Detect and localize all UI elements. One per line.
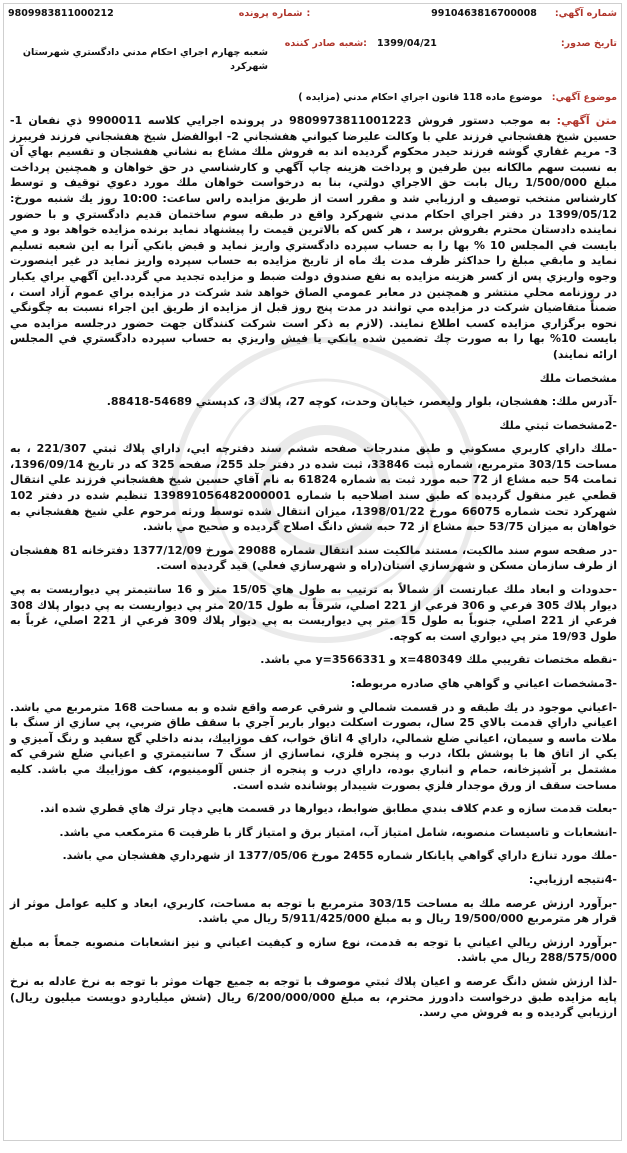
section-3-paragraph-4: -ملك مورد تنازع داراي گواهي پايانكار شماره 2455 مورخ 1377/05/06 از شهرداري هفشجان مي باشد. bbox=[62, 849, 617, 863]
section-3-paragraph-2: -بعلت قدمت سازه و عدم كلاف بندي مطابق ضوابط، ديوارها در قسمت هايي دچار ترك هاي قطري شده اند. bbox=[39, 802, 617, 816]
section-3-title: -3مشخصات اعياني و گواهي هاي صادره مربوطه: bbox=[350, 677, 617, 690]
subject-row: موضوع آگهي: موضوع ماده 118 قانون اجراي احكام مدني (مزايده ) bbox=[298, 92, 617, 103]
section-4-title: -4نتيجه ارزيابي: bbox=[528, 872, 617, 886]
header-row-2: تاريخ صدور : 1399/04/21 : شعبه صادر كننده bbox=[284, 38, 617, 49]
header-row-1: شماره آگهي : 9910463816700008 : شماره پرونده 9809983811000212 bbox=[8, 8, 617, 19]
notice-body bbox=[10, 113, 617, 1021]
section-2-paragraph-1: -ملك داراي كاربري مسكوني و طبق مندرجات صفحه ششم سند دفترچه ايي، داراي پلاك ثبتي 221/307 ، به مساحت 303/15 مترمربع، شماره ثبت 33846، ثبت شده در دفتر جلد 255، صفحه 325 كه در تاريخ 1396/09/14، تمامت 54 حبه مشاع از 72 حبه مورد ثبت به شماره 61824 به نام آقاي حسين شيخ هفشجاني فرزند علي انتقال قطعي غير منقول گرديده كه طبق سند اصلاحيه با شماره 139891056482000001 تنظيم شده در دفتر 102 شهركرد تحت شماره 66075 مورخ 1398/01/22، ميزان انتقال شده توسط ورثه مرحوم علي شيخ هفشجاني به خواهان به ميزان 53/75 حبه مشاع از 72 حبه شش دانگ اصلاح گرديده و صحيح مي باشد. bbox=[10, 442, 618, 534]
issue-date-label: تاريخ صدور bbox=[564, 38, 617, 49]
section-4-paragraph-2: -برآورد ارزش ريالي اعياني با توجه به قدمت، نوع سازه و كيفيت اعياني و نيز انشعابات منصوبه جمعاً به مبلغ 288/575/000 ريال مي باشد. bbox=[10, 935, 617, 965]
file-no-value: 9809983811000212 bbox=[8, 8, 114, 19]
section-1-title: مشخصات ملك bbox=[539, 371, 617, 385]
section-2-paragraph-4: -نقطه مختصات تقريبي ملك 480349=x و 3566331=y مي باشد. bbox=[260, 653, 617, 667]
text-label: متن آگهي bbox=[561, 114, 617, 127]
notice-no-label: شماره آگهي bbox=[558, 8, 617, 19]
notice-no-value: 9910463816700008 bbox=[431, 8, 537, 19]
file-no-label: شماره پرونده bbox=[238, 8, 303, 19]
issue-date-value: 1399/04/21 bbox=[376, 38, 437, 49]
issuer-value: شعبه چهارم اجراي احكام مدني دادگستري شهرستان شهركرد bbox=[22, 47, 268, 72]
subject-value: موضوع ماده 118 قانون اجراي احكام مدني (مزايده ) bbox=[298, 92, 543, 103]
section-2-paragraph-3: -حدودات و ابعاد ملك عبارتست از شمالاً به ترتيب به طول هاي 15/05 متر و 16 سانتيمتر پي ديواريست به پي ديوار پلاك 305 فرعي و 306 فرعي از 221 اصلي، شرقاً به طول 20/15 متر پي ديواريست به پي ديوار پلاك 308 فرعي از 221 اصلي، جنوباً به طول 15 متر پي ديواريست به پي ديوار پلاك 309 فرعي از 221 اصلي، غرباً به طول 19/93 متر پي ديواري است به كوچه. bbox=[10, 583, 618, 643]
section-3-paragraph-1: -اعياني موجود در يك طبقه و در قسمت شمالي و شرقي عرصه واقع شده و به مساحت 168 مترمربع مي باشد. اعياني داراي قدمت بالاي 25 سال، بصورت اسكلت ديوار باربر آجري با سقف طاق ضربي، پي سازي از سنگ با ملات ماسه و سيمان، اعياني ضلع شمالي، داراي 4 اتاق خواب، كف موزاييك، بدنه داخلي گچ سفيد و رنگ آميزي و يكي از اتاق ها با پوشش بلكا، درب و پنجره فلزي، نماسازي از سنگ 7 سانتيمتري و اعياني ضلع شرقي كه مشتمل بر آشپزخانه، حمام و انباري بوده، داراي درب و پنجره از جنس آلومينيوم، كف موزاييك مي باشد. كليه مساحت سقف از ورق موجدار فلزي بصورت شيبدار پوشانده شده است. bbox=[10, 700, 617, 792]
section-4-paragraph-1: -برآورد ارزش عرصه ملك به مساحت 303/15 مترمربع با توجه به مساحت، كاربري، ابعاد و كليه عوامل موثر از قرار هر مترمربع 19/500/000 ريال و به مبلغ 5/911/425/000 ريال مي باشد. bbox=[10, 896, 617, 926]
section-4-paragraph-3: -لذا ارزش شش دانگ عرصه و اعيان پلاك ثبتي موصوف با توجه به جميع جهات موثر با توجه به نرخ عادله به نرخ پايه مزايده طبق درخواست دادورز محترم، به مبلغ 6/200/000/000 ريال (شش ميلياردو دويست ميليون ريال) ارزيابي گرديده و به فروش مي رسد. bbox=[10, 974, 617, 1020]
subject-label: موضوع آگهي bbox=[555, 92, 617, 103]
section-2-paragraph-2: -در صفحه سوم سند مالكيت، مستند مالكيت سند انتقال شماره 29088 مورخ 1377/12/09 دفترخانه 81 هفشجان از طرف سازمان مسكن و شهرسازي استان(راه و شهرسازي فعلي) قيد گرديده است. bbox=[10, 543, 618, 573]
section-2-title: -2مشخصات ثبتي ملك bbox=[499, 418, 617, 432]
section-1-address: -آدرس ملك: هفشجان، بلوار وليعصر، خيابان وحدت، كوچه 27، پلاك 3، كدپستي 54689-88418. bbox=[106, 395, 617, 409]
intro-text: به موجب دستور فروش 9809973811001223 در پرونده اجرايي كلاسه 9900011 ذي نفعان 1-حسين شيخ هفشجاني فرزند علي با وكالت عليرضا كيواني هفشجاني 2- ابوالفضل شيخ هفشجاني فرزند فريبرز 3- مريم غفاري گوشه فرزند حيدر محكوم گرديده اند به فروش ملك مشاع به نشاني هفشجان و تقسيم بهاي آن به نسبت سهم مالكانه بين طرفين و پرداخت هزينه چاپ آگهي و كارشناسي در حق خواهان و همچنين پرداخت مبلغ 1/500/000 ريال بابت حق الاجراي دولتي، بنا به درخواست خواهان ملك مورد دعوي توقيف و توسط كارشناس منتخب توصيف و ارزيابي شد و مقرر است از طريق مزايده راس ساعت: 10:00 روز يك شنبه مورخ: 1399/05/12 در دفتر اجراي احكام مدني شهركرد واقع در طبقه سوم ساختمان قديم دادگستري و با حضور نماينده دادستان محترم بفروش برسد ، هر كس كه بالاترين قيمت را پيشنهاد نمايد برنده مزايده خواهد بود و مي بايست في المجلس 10 % بها را به حساب سپرده دادگستري واريز نمايد و قبض بانكي آنرا به اين شعبه تسليم نمايد و مابقي مبلغ را حداكثر ظرف مدت يك ماه از تاريخ مزايده به حساب سپرده واريز نمايد در غير اينصورت وجوه واريزي پس از كسر هزينه مزايده به نفع صندوق دولت ضبط و مزايده تجديد مي گردد.اين آگهي براي يكبار در روزنامه محلي منتشر و همچنين در معابر عمومي الصاق خواهد شد شركت در مزايده براي عموم آزاد است ، ضمناً متقاضيان شركت در مزايده مي توانند در مدت پنج روز قبل از مزايده از طريق اين اجراء نسبت به چگونگي نحوه برگزاري مزايده كسب اطلاع نمايند. (لازم به ذكر است شركت كنندگان جهت حضور درجلسه مزايده مي بايست 10% بها را به صورت چك تضمين شده بانكي يا فيش واريزي به حساب سپرده دادگستري في المجلس ارائه نمايند) bbox=[10, 114, 618, 361]
intro-paragraph: متن آگهي: به موجب دستور فروش 9809973811001223 در پرونده اجرايي كلاسه 9900011 ذي نفعان 1-حسين شيخ هفشجاني فرزند علي با وكالت عليرضا كيواني هفشجاني 2- ابوالفضل شيخ هفشجاني فرزند فريبرز 3- مريم غفاري گوشه فرزند حيدر محكوم گرديده اند به فروش ملك مشاع به نشاني هفشجان و تقسيم بهاي آن به نسبت سهم مالكانه بين طرفين و پرداخت هزينه چاپ آگهي و كارشناسي در حق خواهان و همچنين پرداخت مبلغ 1/500/000 ريال بابت حق الاجراي دولتي، بنا به درخواست خواهان ملك مورد دعوي توقيف و توسط كارشناس منتخب توصيف و ارزيابي شد و مقرر است از طريق مزايده راس ساعت: 10:00 روز يك شنبه مورخ: 1399/05/12 در دفتر اجراي احكام مدني شهركرد واقع در طبقه سوم ساختمان قديم دادگستري و با حضور نماينده دادستان محترم بفروش برسد ، هر كس كه بالاترين قيمت را پيشنهاد نمايد برنده مزايده خواهد بود و مي بايست في المجلس 10 % بها را به حساب سپرده دادگستري واريز نمايد و قبض بانكي آنرا به اين شعبه تسليم نمايد و مابقي مبلغ را حداكثر ظرف مدت يك ماه از تاريخ مزايده به حساب سپرده واريز نمايد در غير اينصورت وجوه واريزي پس از كسر هزينه مزايده به نفع صندوق دولت ضبط و مزايده تجديد مي گردد.اين آگهي براي يكبار در روزنامه محلي منتشر و همچنين در معابر عمومي الصاق خواهد شد شركت در مزايده براي عموم آزاد است ، ضمناً متقاضيان شركت در مزايده مي توانند در مدت پنج روز قبل از مزايده از طريق اين اجراء نسبت به چگونگي نحوه برگزاري مزايده كسب اطلاع نمايند. (لازم به ذكر است شركت كنندگان جهت حضور درجلسه مزايده مي بايست 10% بها را به صورت چك تضمين شده بانكي يا فيش واريزي به حساب سپرده دادگستري في المجلس ارائه نمايند) bbox=[10, 114, 618, 361]
issuer-label: شعبه صادر كننده bbox=[284, 38, 364, 49]
section-3-paragraph-3: -انشعابات و تاسيسات منصوبه، شامل امتياز آب، امتياز برق و امتياز گاز با ظرفيت 6 مترمكعب مي باشد. bbox=[59, 825, 617, 839]
